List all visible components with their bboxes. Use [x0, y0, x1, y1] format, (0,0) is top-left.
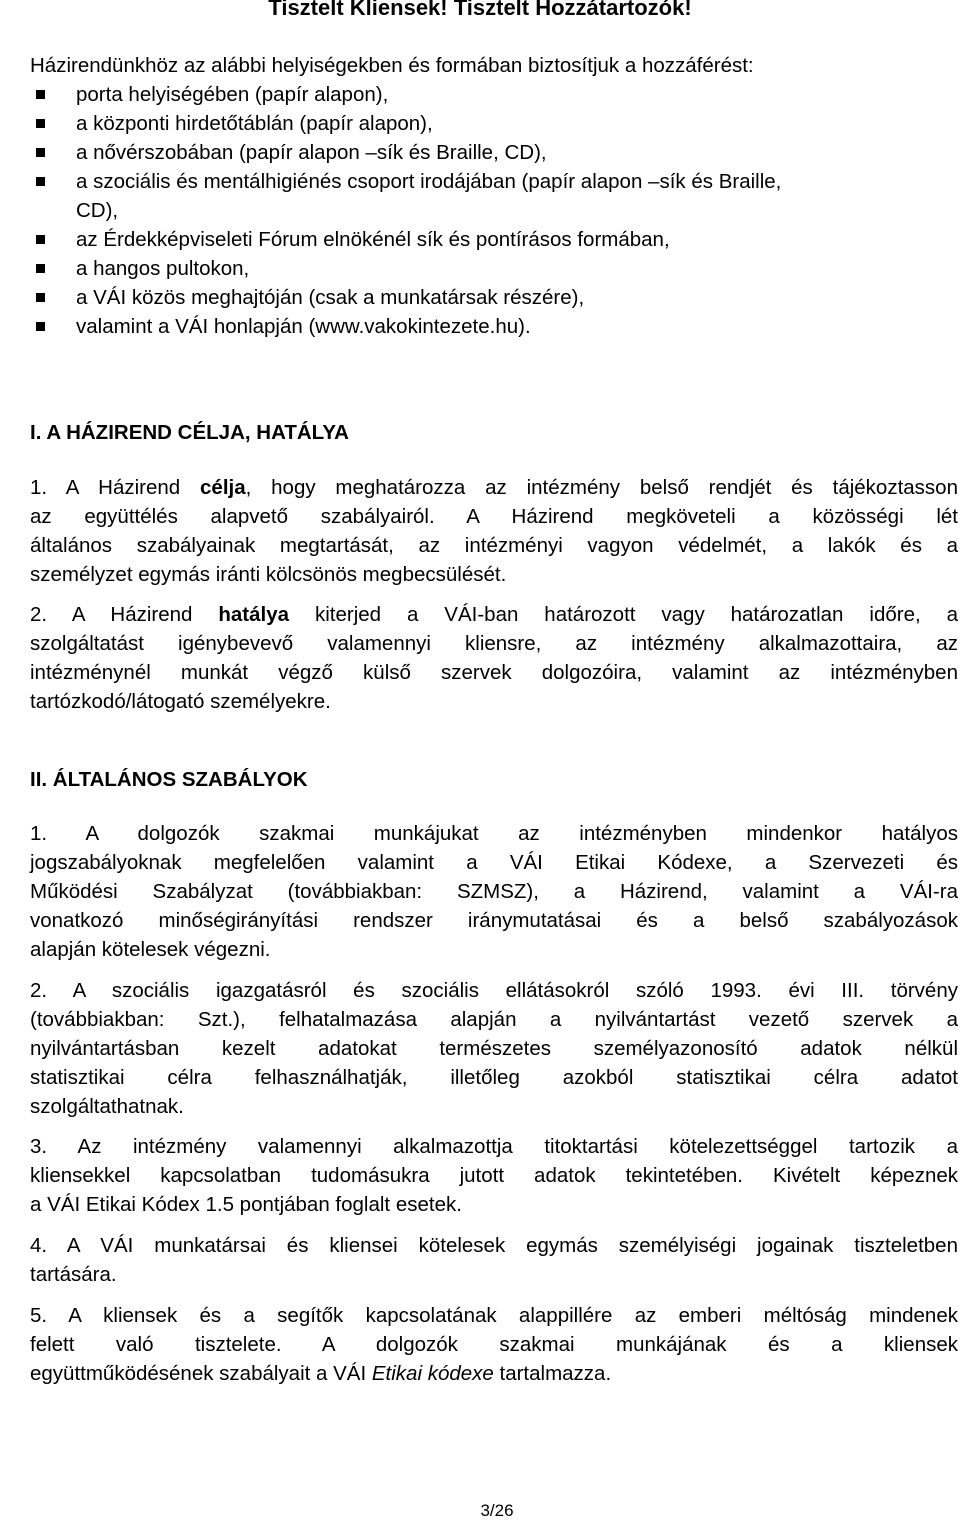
page-number: 3/26	[480, 1501, 514, 1520]
list-item: valamint a VÁI honlapján (www.vakokintezete.hu).	[0, 312, 960, 341]
intro-text: Házirendünkhöz az alábbi helyiségekben és formában biztosítjuk a hozzáférést:	[30, 54, 754, 77]
section1-paragraph-1: 1. A Házirend célja, hogy meghatározza az intézmény belső rendjét és tájékoztasson az együttélés alapvető szabályairól. A Házirend megköveteli a közösségi lét általános szabályainak megtartását, az intézményi vagyon védelmét, a lakók és a személyzet egymás iránti kölcsönös megbecsülését.	[30, 476, 958, 586]
access-locations-list	[0, 80, 960, 341]
list-item: a nővérszobában (papír alapon –sík és Braille, CD),	[0, 138, 960, 167]
section2-paragraph-5: 5. A kliensek és a segítők kapcsolatának alappillére az emberi méltóság mindenek felett való tisztelete. A dolgozók szakmai munkájának és a kliensek együttműködésének szabályait a VÁI Etikai kódexe tartalmazza.	[30, 1304, 958, 1385]
list-item: a VÁI közös meghajtóján (csak a munkatársak részére),	[0, 283, 960, 312]
page-number-footer	[0, 1500, 960, 1522]
page-title: Tisztelt Kliensek! Tisztelt Hozzátartozók!	[268, 0, 692, 20]
square-bullet-icon	[36, 235, 45, 244]
section2-paragraph-1: 1. A dolgozók szakmai munkájukat az intézményben mindenkor hatályos jogszabályoknak megfelelően valamint a VÁI Etikai Kódexe, a Szervezeti és Működési Szabályzat (továbbiakban: SZMSZ), a Házirend, valamint a VÁI-ra vonatkozó minőségirányítási rendszer iránymutatásai és a belső szabályozások alapján kötelesek végezni.	[30, 822, 958, 961]
square-bullet-icon	[36, 90, 45, 99]
square-bullet-icon	[36, 177, 45, 186]
list-item: a hangos pultokon,	[0, 254, 960, 283]
section2-paragraph-4: 4. A VÁI munkatársai és kliensei kötelesek egymás személyiségi jogainak tiszteletben tartására.	[30, 1234, 958, 1286]
section1-paragraph-2: 2. A Házirend hatálya kiterjed a VÁI-ban határozott vagy határozatlan időre, a szolgáltatást igénybevevő valamennyi kliensre, az intézmény alkalmazottaira, az intézménynél munkát végző külső szervek dolgozóira, valamint az intézményben tartózkodó/látogató személyekre.	[30, 603, 958, 713]
square-bullet-icon	[36, 293, 45, 302]
section2-paragraph-3: 3. Az intézmény valamennyi alkalmazottja titoktartási kötelezettséggel tartozik a kliensekkel kapcsolatban tudomásukra jutott adatok tekintetében. Kivételt képeznek a VÁI Etikai Kódex 1.5 pontjában foglalt esetek.	[30, 1135, 958, 1216]
section2-paragraph-2: 2. A szociális igazgatásról és szociális ellátásokról szóló 1993. évi III. törvény (továbbiakban: Szt.), felhatalmazása alapján a nyilvántartást vezető szervek a nyilvántartásban kezelt adatokat természetes személyazonosító adatok nélkül statisztikai célra felhasználhatják, illetőleg azokból statisztikai célra adatot szolgáltathatnak.	[30, 979, 958, 1118]
square-bullet-icon	[36, 119, 45, 128]
list-item-continuation: CD),	[76, 199, 119, 222]
section-heading-1: I. A HÁZIREND CÉLJA, HATÁLYA	[30, 421, 349, 444]
list-item: az Érdekképviseleti Fórum elnökénél sík és pontírásos formában,	[0, 225, 960, 254]
list-item: a szociális és mentálhigiénés csoport irodájában (papír alapon –sík és Braille,	[0, 167, 960, 196]
square-bullet-icon	[36, 264, 45, 273]
list-item: porta helyiségében (papír alapon),	[0, 80, 960, 109]
square-bullet-icon	[36, 148, 45, 157]
section-heading-2: II. ÁLTALÁNOS SZABÁLYOK	[30, 768, 308, 791]
square-bullet-icon	[36, 322, 45, 331]
list-item: a központi hirdetőtáblán (papír alapon),	[0, 109, 960, 138]
